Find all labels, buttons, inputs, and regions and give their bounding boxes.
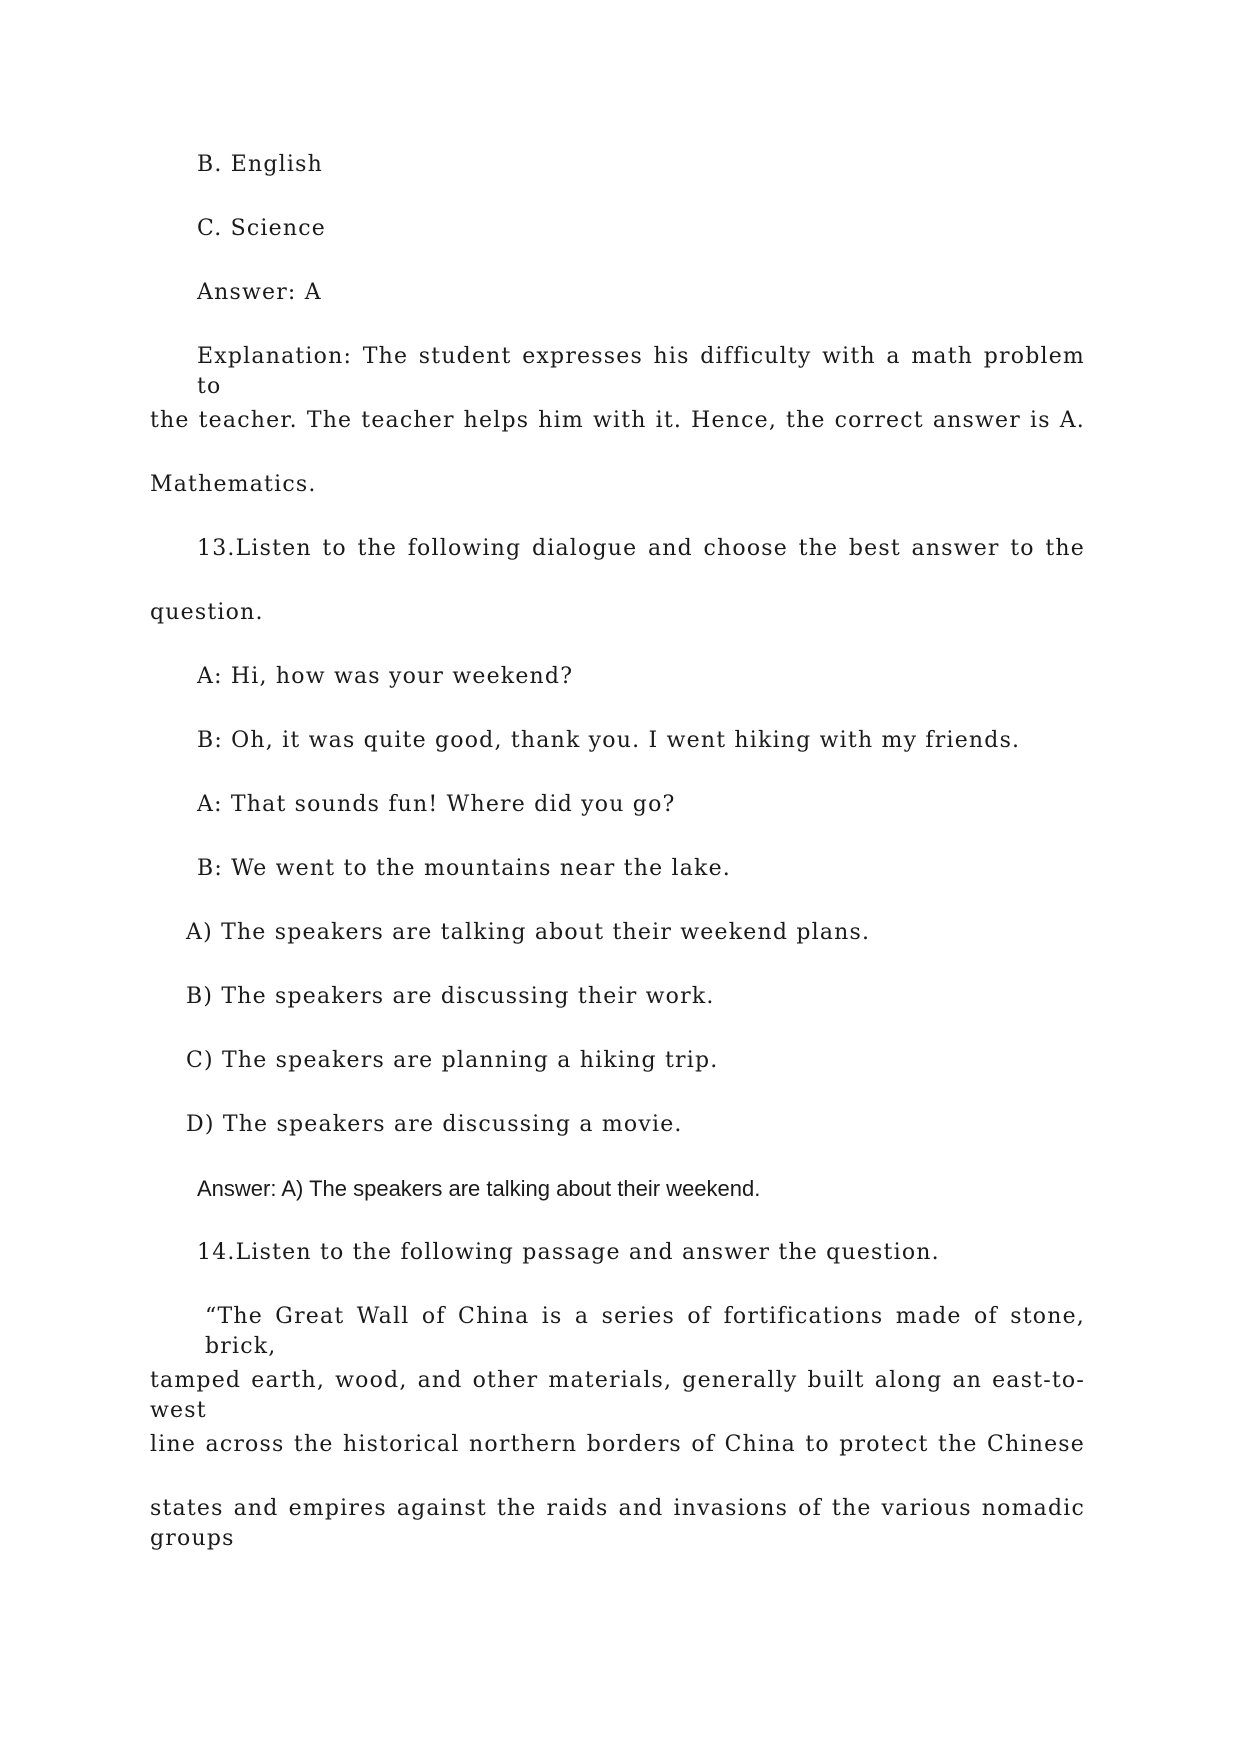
q14-passage-line-3: line across the historical northern borders of China to protect the Chinese <box>150 1432 1085 1457</box>
dialogue-line: A: Hi, how was your weekend? <box>197 664 574 689</box>
q12-explanation-line-1: Explanation: The student expresses his difficulty with a math problem to <box>197 344 1085 399</box>
q12-option-b: B. English <box>197 152 323 177</box>
q14-passage-line-1: “The Great Wall of China is a series of fortifications made of stone, brick, <box>205 1304 1085 1359</box>
q13-option-c: C) The speakers are planning a hiking trip. <box>186 1048 719 1073</box>
dialogue-line: B: Oh, it was quite good, thank you. I went hiking with my friends. <box>197 728 1021 753</box>
q13-option-b: B) The speakers are discussing their work. <box>186 984 715 1009</box>
dialogue-line: A: That sounds fun! Where did you go? <box>197 792 676 817</box>
q14-passage-line-2: tamped earth, wood, and other materials, generally built along an east-to-west <box>150 1368 1085 1423</box>
q13-answer: Answer: A) The speakers are talking about their weekend. <box>197 1176 761 1201</box>
q12-option-c: C. Science <box>197 216 326 241</box>
q13-prompt-line-1: 13.Listen to the following dialogue and choose the best answer to the <box>197 536 1085 561</box>
q13-option-a: A) The speakers are talking about their weekend plans. <box>186 920 871 945</box>
q14-passage-line-4: states and empires against the raids and invasions of the various nomadic groups <box>150 1496 1085 1551</box>
q13-option-d: D) The speakers are discussing a movie. <box>186 1112 683 1137</box>
q13-prompt-line-2: question. <box>150 600 264 625</box>
q12-answer: Answer: A <box>197 280 322 305</box>
q12-explanation-line-3: Mathematics. <box>150 472 317 497</box>
dialogue-line: B: We went to the mountains near the lake. <box>197 856 731 881</box>
q12-explanation-line-2: the teacher. The teacher helps him with it. Hence, the correct answer is A. <box>150 408 1085 433</box>
q14-prompt: 14.Listen to the following passage and answer the question. <box>197 1240 940 1265</box>
